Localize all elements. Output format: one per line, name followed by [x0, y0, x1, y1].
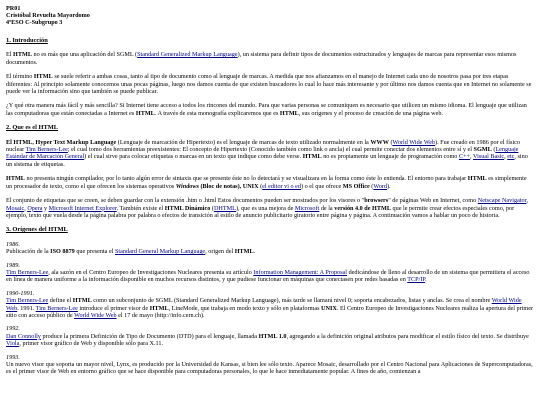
paragraph: El conjunto de etiquetas que se creen, se deben guardar con la extensión .htm o .html Estos documentos pueden ser mostrados por los visores o "browsers" de páginas Web en Internet, como Netscape Navigator, Mosaic, Opera y Microsoft Internet Explorer. También existe el HTML Dinámico (DHTML), que es una mejora de Microsoft de la versión 4.0 de HTML que le permite crear efectos especiales como, por ejemplo, texto que vuela desde la página palabra por palabra o efectos de transición al estilo de anuncio publicitario giratorio entre página y página. A continuación vamos a hablar un poco de historia. — [6, 197, 528, 219]
paragraph: Un nuevo visor que soporta un mayor nivel, Lynx, es producido por la Universidad de Kansas, si bien lee sólo texto. Aparece Mosaic, desarrollado por el Centro Nacional para Aplicaciones de Supercomputadoras, es el primer visor de Web en entorno gráfico que se hace disponible para computadoras personales, lo que le hace inmediatamente popular. A fines de año, comienzan a — [6, 361, 533, 376]
paragraph: Tim Berners-Lee, ala sazón en el Centro Europeo de Investigaciones Nucleares presenta su artículo Information Management: A Proposal dedicándose de lleno al desarrollo de un sistema que permitiera el acceso en línea de manera uniforme a la información disponible en muchos recursos distintos, y que pudiese funcionar en máquinas que conectasen por redes basadas en TCP/IP. — [6, 268, 530, 284]
timeline-date: 1993. — [6, 353, 20, 361]
document-header — [6, 5, 534, 26]
link-visual-basic[interactable]: Visual Basic — [473, 153, 505, 161]
timeline-date: 1990-1991. — [6, 289, 35, 297]
link-etc[interactable]: etc — [507, 153, 515, 161]
timeline-entry-1986 — [6, 241, 534, 256]
link-world-wide-web[interactable]: World Wide Web — [392, 138, 436, 146]
link-tcp-ip[interactable]: TCP/IP — [407, 276, 426, 284]
link-microsoft[interactable]: Microsoft — [294, 204, 320, 212]
paragraph: El HTML, Hyper Text Markup Language (Lenguaje de marcación de Hipertexto) es el lenguaje de marcas de texto utilizado normalmente en la WWW (World Wide Web). Fue creado en 1986 por el físico nuclear Tim Berners-Lee; el cual tomo dos herramientas preexistentes: El concepto de Hipertexto (Conocido también como link o ancla) el cual permite conectar dos elementos entre sí y el SGML (Lenguaje Estándar de Marcación General) el cual sirve para colocar etiquetas o marcas en un texto que indique como debe verse. HTML no es propiamente un lenguaje de programación como C++, Visual Basic, etc, sino un sistema de etiquetas. — [6, 138, 528, 168]
timeline-date: 1992. — [6, 325, 20, 333]
link-dan-connolly[interactable]: Dan Connolly — [6, 332, 41, 340]
link-tim-berners-lee[interactable]: Tim Berners-Lee — [35, 304, 78, 312]
link-opera[interactable]: Opera — [27, 204, 43, 212]
timeline-entry-1993 — [6, 354, 534, 376]
paragraph: Tim Berners-Lee define el HTML como un subconjunto de SGML (Standard Generalized Markup Language), más tarde se llamará nivel 0; soporta encabezados, listas y anclas. Se crea el nombre World Wide Web. 1991. Tim Berners-Lee introduce el primer visor de HTML, LineMode, que trabaja en modo texto y sólo en plataformas UNIX. El Centro Europeo de Investigaciones Nucleares realiza la apertura del primer sitio con acceso público de World Wide Web el 17 de mayo (http://info.cern.ch). — [6, 297, 534, 319]
paragraph: Publicación de la ISO 8879 que presenta el Standard General Markup Language, origen del HTML. — [6, 248, 256, 256]
link-cpp[interactable]: C++ — [458, 153, 471, 161]
link-lenguaje-estandar[interactable]: Lenguaje Estándar de Marcación General — [6, 146, 519, 161]
link-world-wide-web[interactable]: World Wide Web — [74, 311, 117, 319]
link-world-wide-web[interactable]: World Wide Web — [6, 297, 522, 312]
header-course-code: PR01 — [6, 5, 21, 12]
link-word[interactable]: Word — [373, 182, 387, 190]
section-title-que-es-html: 2. Que es el HTML — [6, 124, 59, 132]
timeline-date: 1989. — [6, 261, 20, 269]
timeline-entry-1989 — [6, 262, 534, 284]
section-title-origenes: 3. Orígenes del HTML — [6, 226, 68, 234]
link-mosaic[interactable]: Mosaic — [6, 204, 25, 212]
timeline-entry-1992 — [6, 325, 534, 347]
header-group: 4ºESO C-Subgrupo 3 — [6, 19, 63, 26]
paragraph: ¿Y qué otra manera más fácil y más sencilla? Si Internet tiene acceso a todos los rincones del mundo. Para que varias personas se comuniquen es necesario que utilicen un mismo idioma. El lenguaje que utilizan las computadoras que están conectadas a Internet es HTML. A través de esta monografía explicaremos que es HTML, sus orígenes y el proceso de creación de una página web. — [6, 102, 527, 117]
link-viola[interactable]: Viola — [6, 340, 20, 348]
link-editor-vi[interactable]: el editor vi o ed — [262, 182, 302, 190]
link-tim-berners-lee[interactable]: Tim Berners-Lee — [25, 146, 68, 154]
link-netscape[interactable]: Netscape Navigator — [477, 197, 527, 205]
paragraph: El término HTML se suele referir a ambas cosas, tanto al tipo de documento como al lenguaje de marcas. A medida que nos afianzamos en el manejo de Internet cada uno de nosotros pasa por tres etapas diferentes: Al principio solamente conocemos unas pocas páginas, luego nos damos cuenta de que existen buscadores lo cual lo hace más interesante y por último nos damos cuenta que en Internet no solamente se puede ver la información sino que también se puede publicar. — [6, 73, 532, 96]
paragraph: Dan Connolly produce la primera Definición de Tipo de Documento (DTD) para el lenguaje, llamada HTML 1.0, agregando a la definición original atributos para modificar el estilo físico del texto. Se distribuye Viola, primer visor gráfico de Web y disponible sólo para X.11. — [6, 332, 529, 348]
link-dhtml[interactable]: DHTML — [213, 204, 236, 212]
link-tim-berners-lee[interactable]: Tim Berners-Lee — [6, 297, 49, 305]
paragraph: El HTML no es más que una aplicación del SGML (Standard Generalized Markup Language), un sistema para definir tipos de documentos estructurados y lenguajes de marcas para representar esos mismos documentos. — [6, 51, 517, 66]
link-internet-explorer[interactable]: Microsoft Internet Explorer — [48, 204, 117, 212]
paragraph: HTML no presenta ningún compilador, por lo tanto algún error de sintaxis que se presente éste no lo detectará y se visualizara en la forma como éste lo entienda. El entorno para trabajar HTML es simplemente un procesador de texto, como el que ofrecen los sistemas operativos Windows (Bloc de notas), UNIX (el editor vi o ed) o el que ofrece MS Office (Word). — [6, 175, 527, 190]
timeline-entry-1990-1991 — [6, 290, 534, 320]
link-sgml[interactable]: Standard Generalized Markup Language — [137, 51, 238, 59]
header-author: Cristóbal Revuelta Mayordomo — [6, 12, 90, 19]
link-standard-general-markup[interactable]: Standard General Markup Language — [114, 248, 206, 256]
link-information-management[interactable]: Information Management: A Proposal — [253, 268, 348, 276]
link-tim-berners-lee[interactable]: Tim Berners-Lee — [6, 268, 49, 276]
timeline-date: 1986. — [6, 240, 20, 248]
section-title-introduccion: 1. Introducción — [6, 37, 48, 44]
